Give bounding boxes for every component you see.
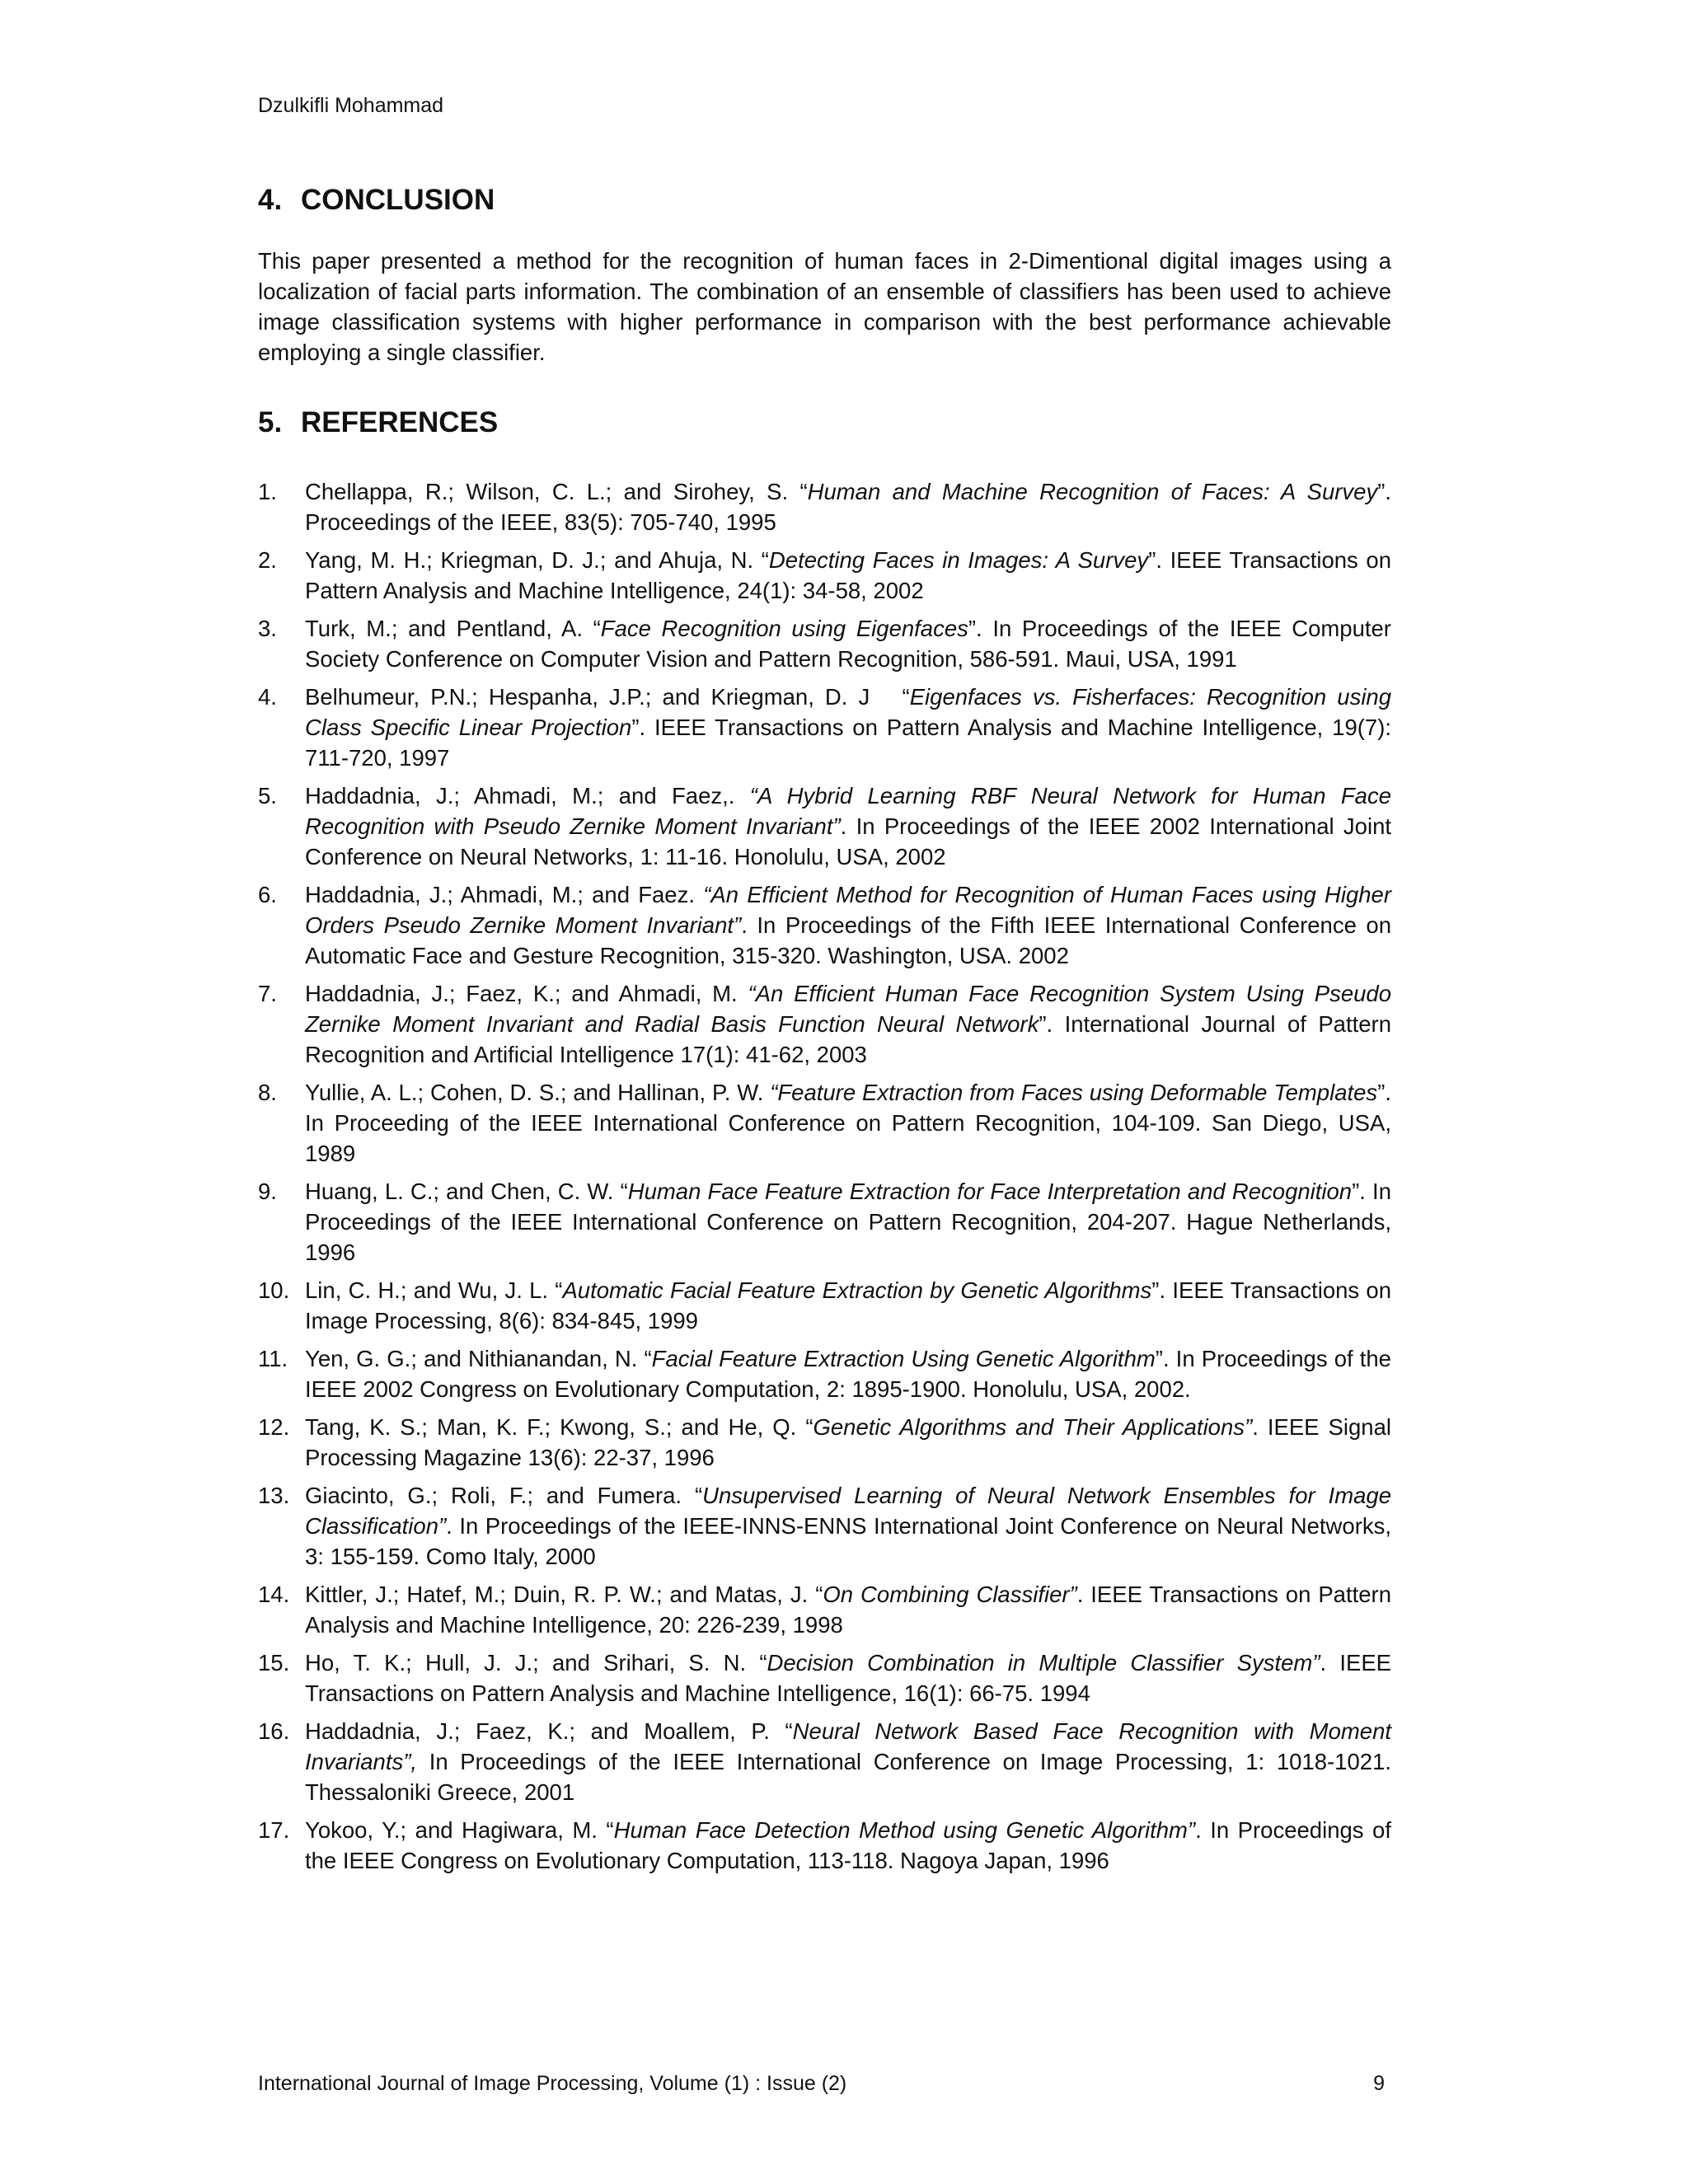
reference-number: 5.: [258, 783, 277, 808]
reference-title: “An Efficient Human Face Recognition System Using Pseudo Zernike Moment Invariant and Radial Basis Function Neural Network: [305, 981, 1391, 1037]
reference-source: . In Proceedings of the Fifth IEEE International Conference on Automatic Face and Gesture Recognition, 315-320. Washington, USA. 2002: [305, 912, 1391, 968]
reference-item: [258, 1579, 1391, 1640]
section-heading-conclusion: [258, 180, 1391, 221]
reference-number: 14.: [258, 1582, 290, 1607]
reference-source: ”. Proceedings of the IEEE, 83(5): 705-740, 1995: [305, 479, 1392, 535]
reference-number: 1.: [258, 479, 277, 504]
reference-title: Eigenfaces vs. Fisherfaces: Recognition using Class Specific Linear Projection: [305, 684, 1392, 740]
section-number: 5.: [258, 406, 283, 438]
reference-source: . IEEE Transactions on Pattern Analysis and Machine Intelligence, 20: 226-239, 1998: [305, 1582, 1391, 1638]
reference-title: “Feature Extraction from Faces using Deformable Templates: [770, 1080, 1378, 1105]
reference-source: . IEEE Signal Processing Magazine 13(6): 22-37, 1996: [305, 1414, 1391, 1470]
reference-number: 11.: [258, 1346, 288, 1371]
reference-item: [258, 879, 1391, 971]
reference-title: “An Efficient Method for Recognition of Human Faces using Higher Orders Pseudo Zernike Moment Invariant”: [305, 882, 1391, 938]
footer-journal: International Journal of Image Processing, Volume (1) : Issue (2): [258, 2072, 847, 2095]
reference-authors: Haddadnia, J.; Faez, K.; and Ahmadi, M.: [305, 981, 748, 1006]
section-number: 4.: [258, 184, 283, 216]
reference-authors: Yullie, A. L.; Cohen, D. S.; and Hallinan, P. W.: [305, 1080, 771, 1105]
reference-title: Automatic Facial Feature Extraction by Genetic Algorithms: [562, 1277, 1152, 1303]
running-head: Dzulkifli Mohammad: [258, 94, 444, 117]
reference-item: [258, 1716, 1391, 1807]
reference-source: In Proceedings of the IEEE International Conference on Image Processing, 1: 1018-1021. Thessaloniki Greece, 2001: [305, 1749, 1391, 1805]
reference-source: . In Proceedings of the IEEE-INNS-ENNS International Joint Conference on Neural Networks, 3: 155-159. Como Italy, 2000: [305, 1513, 1391, 1569]
reference-authors: Yokoo, Y.; and Hagiwara, M. “: [305, 1817, 614, 1843]
reference-number: 12.: [258, 1414, 290, 1440]
reference-item: [258, 476, 1391, 537]
reference-authors: Haddadnia, J.; Ahmadi, M.; and Faez,.: [305, 783, 750, 808]
section-title-text: CONCLUSION: [301, 184, 495, 216]
reference-title: Neural Network Based Face Recognition with Moment Invariants”,: [305, 1718, 1392, 1774]
reference-authors: Yen, G. G.; and Nithianandan, N. “: [305, 1346, 652, 1371]
reference-authors: Haddadnia, J.; Ahmadi, M.; and Faez.: [305, 882, 704, 907]
reference-item: [258, 1176, 1391, 1268]
reference-number: 3.: [258, 616, 277, 641]
reference-source: ”. IEEE Transactions on Pattern Analysis and Machine Intelligence, 24(1): 34-58, 2002: [305, 547, 1391, 603]
reference-item: [258, 1343, 1391, 1404]
reference-title: Facial Feature Extraction Using Genetic Algorithm: [651, 1346, 1156, 1371]
reference-item: [258, 780, 1391, 872]
reference-number: 15.: [258, 1650, 290, 1675]
reference-title: On Combining Classifier”: [823, 1582, 1077, 1607]
reference-source: ”. In Proceedings of the IEEE Computer Society Conference on Computer Vision and Pattern Recognition, 586-591. Maui, USA, 1991: [305, 616, 1391, 672]
references-section: [258, 402, 1391, 1876]
reference-title: Detecting Faces in Images: A Survey: [768, 547, 1149, 573]
reference-item: [258, 1412, 1391, 1473]
section-title-text: REFERENCES: [301, 406, 499, 438]
reference-item: [258, 1480, 1391, 1572]
reference-source: ”. In Proceeding of the IEEE International Conference on Pattern Recognition, 104-109. San Diego, USA, 1989: [305, 1080, 1391, 1166]
reference-number: 6.: [258, 882, 277, 907]
reference-authors: Tang, K. S.; Man, K. F.; Kwong, S.; and He, Q. “: [305, 1414, 814, 1440]
reference-source: ”. In Proceedings of the IEEE International Conference on Pattern Recognition, 204-207. Hague Netherlands, 1996: [305, 1179, 1391, 1265]
reference-item: [258, 682, 1391, 773]
reference-item: [258, 978, 1391, 1070]
page-number: 9: [1373, 2072, 1385, 2095]
reference-item: [258, 1275, 1391, 1336]
reference-authors: Belhumeur, P.N.; Hespanha, J.P.; and Kriegman, D. J “: [305, 684, 910, 710]
reference-number: 7.: [258, 981, 277, 1006]
reference-item: [258, 545, 1391, 606]
reference-list: [258, 476, 1391, 1876]
reference-authors: Turk, M.; and Pentland, A. “: [305, 616, 601, 641]
reference-title: Decision Combination in Multiple Classifier System”: [767, 1650, 1320, 1675]
main-content: [258, 180, 1391, 1883]
reference-number: 2.: [258, 547, 277, 573]
reference-title: Genetic Algorithms and Their Applications”: [813, 1414, 1253, 1440]
reference-title: Human and Machine Recognition of Faces: A Survey: [807, 479, 1378, 504]
reference-item: [258, 1077, 1391, 1169]
reference-source: ”. In Proceedings of the IEEE 2002 Congress on Evolutionary Computation, 2: 1895-1900. Honolulu, USA, 2002.: [305, 1346, 1391, 1402]
reference-number: 17.: [258, 1817, 290, 1843]
reference-authors: Kittler, J.; Hatef, M.; Duin, R. P. W.; and Matas, J. “: [305, 1582, 823, 1607]
reference-source: ”. IEEE Transactions on Pattern Analysis and Machine Intelligence, 19(7): 711-720, 1997: [305, 715, 1391, 771]
conclusion-section: [258, 180, 1391, 368]
reference-item: [258, 1647, 1391, 1708]
page-footer: [258, 2069, 1385, 2098]
reference-source: . IEEE Transactions on Pattern Analysis and Machine Intelligence, 16(1): 66-75. 1994: [305, 1650, 1392, 1706]
reference-number: 13.: [258, 1483, 290, 1508]
reference-source: ”. IEEE Transactions on Image Processing, 8(6): 834-845, 1999: [305, 1277, 1391, 1333]
reference-source: ”. International Journal of Pattern Recognition and Artificial Intelligence 17(1): 41-62, 2003: [305, 1011, 1391, 1067]
reference-title: Unsupervised Learning of Neural Network Ensembles for Image Classification”: [305, 1483, 1391, 1539]
reference-title: Human Face Feature Extraction for Face Interpretation and Recognition: [627, 1179, 1353, 1204]
reference-item: [258, 1815, 1391, 1876]
reference-title: Face Recognition using Eigenfaces: [600, 616, 968, 641]
conclusion-paragraph: This paper presented a method for the recognition of human faces in 2-Dimentional digital images using a localization of facial parts information. The combination of an ensemble of classifiers has been used to achieve image classification systems with higher performance in comparison with the best performance achievable employing a single classifier.: [258, 248, 1391, 365]
reference-number: 10.: [258, 1277, 290, 1303]
reference-source: . In Proceedings of the IEEE Congress on Evolutionary Computation, 113-118. Nagoya Japan, 1996: [305, 1817, 1391, 1873]
reference-authors: Haddadnia, J.; Faez, K.; and Moallem, P. “: [305, 1718, 793, 1744]
reference-title: “A Hybrid Learning RBF Neural Network for Human Face Recognition with Pseudo Zernike Moment Invariant”: [305, 783, 1391, 839]
reference-number: 4.: [258, 684, 277, 710]
reference-authors: Chellappa, R.; Wilson, C. L.; and Sirohey, S. “: [305, 479, 808, 504]
reference-authors: Yang, M. H.; Kriegman, D. J.; and Ahuja, N. “: [305, 547, 769, 573]
reference-item: [258, 613, 1391, 674]
reference-number: 8.: [258, 1080, 277, 1105]
reference-authors: Ho, T. K.; Hull, J. J.; and Srihari, S. N. “: [305, 1650, 767, 1675]
section-heading-references: [258, 402, 1391, 443]
reference-authors: Huang, L. C.; and Chen, C. W. “: [305, 1179, 628, 1204]
reference-authors: Lin, C. H.; and Wu, J. L. “: [305, 1277, 563, 1303]
reference-authors: Giacinto, G.; Roli, F.; and Fumera. “: [305, 1483, 703, 1508]
reference-title: Human Face Detection Method using Genetic Algorithm”: [613, 1817, 1196, 1843]
reference-number: 9.: [258, 1179, 277, 1204]
reference-number: 16.: [258, 1718, 290, 1744]
reference-source: . In Proceedings of the IEEE 2002 International Joint Conference on Neural Networks, 1: 11-16. Honolulu, USA, 2002: [305, 813, 1391, 869]
